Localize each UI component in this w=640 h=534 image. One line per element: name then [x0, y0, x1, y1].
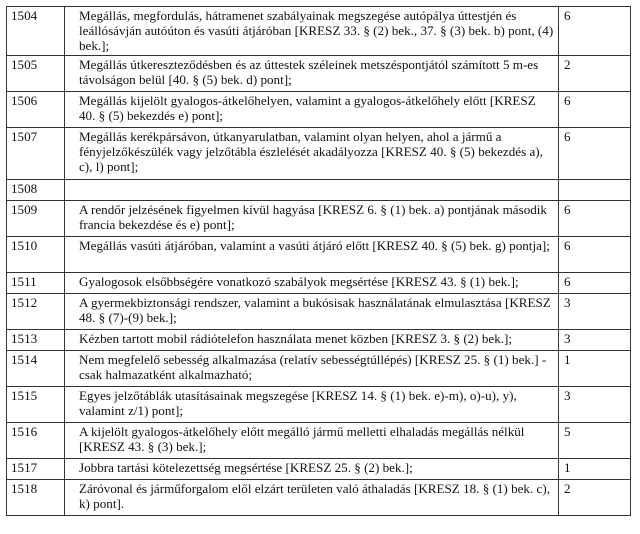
row-code: 1515: [7, 387, 65, 423]
row-code: 1514: [7, 351, 65, 387]
table-row: [7, 237, 631, 273]
row-code: 1509: [7, 201, 65, 237]
row-description: A rendőr jelzésének figyelmen kívül hagyása [KRESZ 6. § (1) bek. a) pontjának második francia bekezdése és e) pont];: [65, 201, 559, 237]
table-row: [7, 480, 631, 516]
penalty-points-table: [6, 6, 631, 516]
row-points: 2: [559, 56, 631, 92]
row-code: 1516: [7, 423, 65, 459]
row-description: A kijelölt gyalogos-átkelőhely előtt megálló jármű melletti elhaladás megállás nélkül [KRESZ 43. § (3) bek.];: [65, 423, 559, 459]
row-code: 1512: [7, 294, 65, 330]
table-row: [7, 351, 631, 387]
row-points: 6: [559, 237, 631, 273]
row-description: A gyermekbiztonsági rendszer, valamint a bukósisak használatának elmulasztása [KRESZ 48. § (7)-(9) bek.];: [65, 294, 559, 330]
table-row: [7, 273, 631, 294]
row-description: Záróvonal és járműforgalom elől elzárt területen való áthaladás [KRESZ 18. § (1) bek. c), k) pont].: [65, 480, 559, 516]
row-description: Kézben tartott mobil rádiótelefon használata menet közben [KRESZ 3. § (2) bek.];: [65, 330, 559, 351]
row-points: 3: [559, 294, 631, 330]
row-description: Megállás kijelölt gyalogos-átkelőhelyen, valamint a gyalogos-átkelőhely előtt [KRESZ 40. § (5) bekezdés e) pont];: [65, 92, 559, 128]
row-description: [65, 180, 559, 201]
row-points: 3: [559, 387, 631, 423]
row-points: 6: [559, 92, 631, 128]
row-description: Nem megfelelő sebesség alkalmazása (relatív sebességtúllépés) [KRESZ 25. § (1) bek.] - csak halmazatként alkalmazható;: [65, 351, 559, 387]
row-description: Megállás, megfordulás, hátramenet szabályainak megszegése autópálya úttestjén és leállósávján autóúton és vasúti átjáróban [KRESZ 33. § (2) bek., 37. § (3) bek. b) pont, (4) bek.];: [65, 7, 559, 56]
table-row: [7, 7, 631, 56]
row-code: 1508: [7, 180, 65, 201]
row-code: 1511: [7, 273, 65, 294]
table-row: [7, 330, 631, 351]
row-points: 6: [559, 201, 631, 237]
row-code: 1505: [7, 56, 65, 92]
table-row: [7, 294, 631, 330]
row-points: 6: [559, 128, 631, 180]
row-points: 1: [559, 351, 631, 387]
table-row: [7, 423, 631, 459]
row-code: 1506: [7, 92, 65, 128]
table-row: [7, 387, 631, 423]
row-points: 3: [559, 330, 631, 351]
row-description: Jobbra tartási kötelezettség megsértése [KRESZ 25. § (2) bek.];: [65, 459, 559, 480]
table-row: [7, 92, 631, 128]
row-code: 1517: [7, 459, 65, 480]
row-description: Gyalogosok elsőbbségére vonatkozó szabályok megsértése [KRESZ 43. § (1) bek.];: [65, 273, 559, 294]
row-code: 1507: [7, 128, 65, 180]
row-code: 1504: [7, 7, 65, 56]
row-description: Egyes jelzőtáblák utasításainak megszegése [KRESZ 14. § (1) bek. e)-m), o)-u), y), valamint z/1) pont];: [65, 387, 559, 423]
row-points: 1: [559, 459, 631, 480]
row-points: 5: [559, 423, 631, 459]
row-code: 1510: [7, 237, 65, 273]
table-row: [7, 56, 631, 92]
row-description: Megállás útkereszteződésben és az úttestek széleinek metszéspontjától számított 5 m-es távolságon belül [40. § (5) bek. d) pont];: [65, 56, 559, 92]
row-code: 1513: [7, 330, 65, 351]
row-code: 1518: [7, 480, 65, 516]
row-points: 2: [559, 480, 631, 516]
row-description: Megállás kerékpársávon, útkanyarulatban, valamint olyan helyen, ahol a jármű a fényjelzőkészülék vagy jelzőtábla észlelését akadályozza [KRESZ 40. § (5) bekezdés a), c), l) pont];: [65, 128, 559, 180]
row-description: Megállás vasúti átjáróban, valamint a vasúti átjáró előtt [KRESZ 40. § (5) bek. g) pontja];: [65, 237, 559, 273]
row-points: 6: [559, 7, 631, 56]
row-points: 6: [559, 273, 631, 294]
table-row: [7, 128, 631, 180]
row-points: [559, 180, 631, 201]
table-row: [7, 201, 631, 237]
table-row: [7, 459, 631, 480]
table-row: [7, 180, 631, 201]
